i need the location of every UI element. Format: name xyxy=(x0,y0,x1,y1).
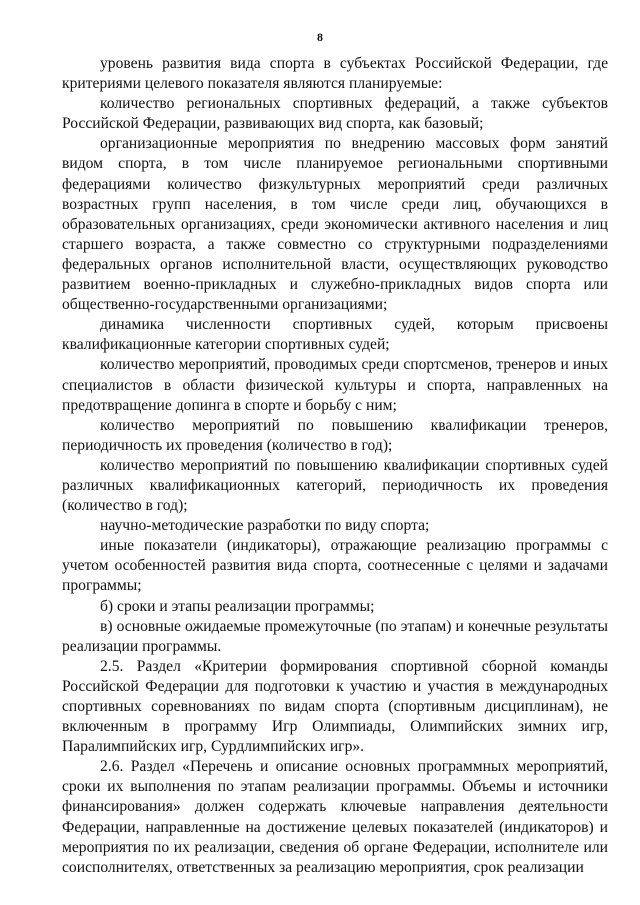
paragraph: количество региональных спортивных федераций, а также субъектов Российской Федерации, развивающих вид спорта, как базовый; xyxy=(62,95,608,133)
paragraph: 2.6. Раздел «Перечень и описание основных программных мероприятий, сроки их выполнения по этапам реализации программы. Объемы и источники финансирования» должен содержать ключевые направления деятельности Федерации, направленные на достижение целевых показателей (индикаторов) и мероприятия по их реализации, сведения об органе Федерации, исполнителе или соисполнителях, ответственных за реализацию мероприятия, срок реализации xyxy=(62,758,608,876)
document-body xyxy=(62,54,608,878)
paragraph: уровень развития вида спорта в субъектах Российской Федерации, где критериями целевого показателя являются планируемые: xyxy=(62,55,608,93)
paragraph: количество мероприятий, проводимых среди спортсменов, тренеров и иных специалистов в области физической культуры и спорта, направленных на предотвращение допинга в спорте и борьбу с ним; xyxy=(62,356,608,414)
paragraph: количество мероприятий по повышению квалификации спортивных судей различных квалификационных категорий, периодичность их проведения (количество в год); xyxy=(62,456,608,515)
page-number: 8 xyxy=(317,30,323,44)
paragraph: в) основные ожидаемые промежуточные (по этапам) и конечные результаты реализации программы. xyxy=(62,617,608,655)
paragraph: научно-методические разработки по виду спорта; xyxy=(100,517,430,535)
paragraph: иные показатели (индикаторы), отражающие реализацию программы с учетом особенностей развития вида спорта, соотнесенные с целями и задачами программы; xyxy=(62,537,608,595)
paragraph: 2.5. Раздел «Критерии формирования спортивной сборной команды Российской Федерации для подготовки к участию и участия в международных спортивных соревнованиях по видам спорта (спортивным дисциплинам), не включенным в программу Игр Олимпиады, Олимпийских зимних игр, Паралимпийских игр, Сурдлимпийских игр». xyxy=(62,657,608,756)
paragraph: динамика численности спортивных судей, которым присвоены квалификационные категории спортивных судей; xyxy=(62,316,608,354)
paragraph: количество мероприятий по повышению квалификации тренеров, периодичность их проведения (количество в год); xyxy=(62,416,608,454)
paragraph: организационные мероприятия по внедрению массовых форм занятий видом спорта, в том числе планируемое региональными спортивными федерациями количество физкультурных мероприятий среди различных возрастных групп населения, в том числе среди лиц, обучающихся в образовательных организациях, среди экономически активного населения и лиц старшего возраста, а также совместно со структурными подразделениями федеральных органов исполнительной власти, осуществляющих руководство развитием военно-прикладных и служебно-прикладных видов спорта или общественно-государственными организациями; xyxy=(62,135,608,314)
paragraph: б) сроки и этапы реализации программы; xyxy=(100,597,375,615)
